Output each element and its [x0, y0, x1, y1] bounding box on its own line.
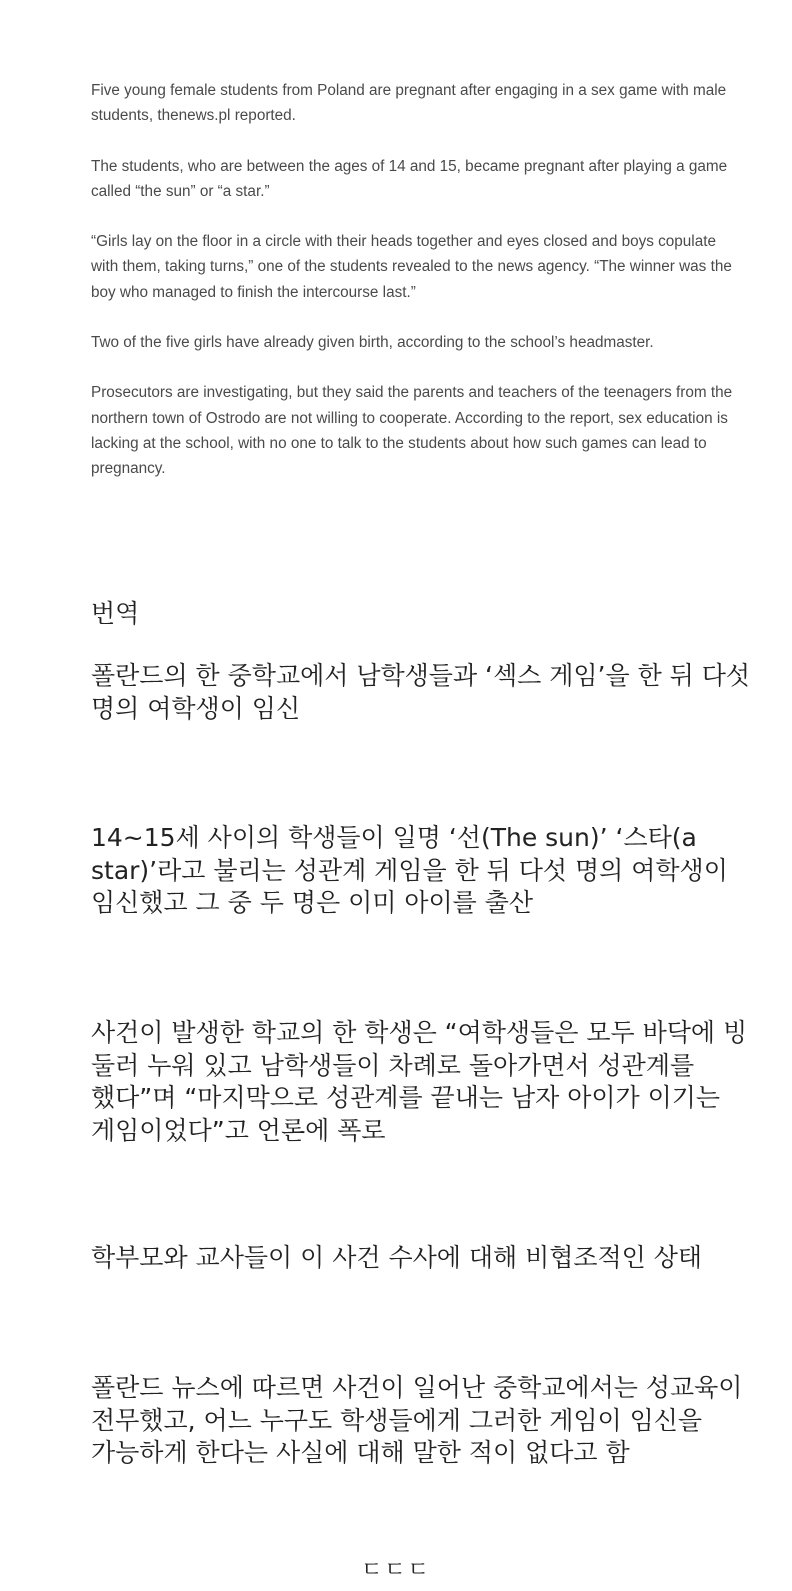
korean-text: 폴란드의 한 중학교에서 남학생들과 ‘섹스 게임’을 한 뒤 다섯 명의 여학생이 임신 [91, 661, 751, 723]
korean-text: 학부모와 교사들이 이 사건 수사에 대해 비협조적인 상태 [91, 1243, 703, 1272]
english-paragraph: The students, who are between the ages of 14 and 15, became pregnant after playing a game called “the sun” or “a star.” [91, 157, 728, 200]
korean-paragraph [91, 822, 751, 920]
korean-text: 폴란드 뉴스에 따르면 사건이 일어난 중학교에서는 성교육이 전무했고, 어느 누구도 학생들에게 그러한 게임이 임신을 가능하게 한다는 사실에 대해 말한 적이 없다고 함 [91, 1373, 743, 1467]
cropped-header-fragment [588, 0, 738, 6]
footer-reaction-text: ㄷㄷㄷ [361, 1558, 431, 1583]
translation-label: 번역 [91, 599, 140, 628]
english-paragraph: Two of the five girls have already given birth, according to the school’s headmaster. [91, 334, 654, 352]
english-article [91, 78, 741, 507]
korean-text: 사건이 발생한 학교의 한 학생은 “여학생들은 모두 바닥에 빙 둘러 누워 있고 남학생들이 차례로 돌아가면서 성관계를 했다”며 “마지막으로 성관계를 끝내는 남자 아이가 이기는 게임이었다”고 언론에 폭로 [91, 1018, 748, 1145]
korean-paragraph [91, 1242, 751, 1275]
english-paragraph: “Girls lay on the floor in a circle with their heads together and eyes closed and boys copulate with them, taking turns,” one of the students revealed to the news agency. “The winner was the boy who managed to finish the intercourse last.” [91, 233, 732, 301]
korean-text: 14~15세 사이의 학생들이 일명 ‘선(The sun)’ ‘스타(a star)’라고 불리는 성관계 게임을 한 뒤 다섯 명의 여학생이 임신했고 그 중 두 명은 이미 아이를 출산 [91, 823, 728, 917]
korean-paragraph [91, 1017, 751, 1147]
korean-paragraph [91, 1372, 751, 1470]
english-paragraph: Prosecutors are investigating, but they said the parents and teachers of the teenagers from the northern town of Ostrodo are not willing to cooperate. According to the report, sex education is lacking at the school, with no one to talk to the students about how such games can lead to pregnancy. [91, 384, 733, 478]
korean-paragraph [91, 660, 751, 725]
english-paragraph: Five young female students from Poland are pregnant after engaging in a sex game with male students, thenews.pl reported. [91, 82, 727, 125]
